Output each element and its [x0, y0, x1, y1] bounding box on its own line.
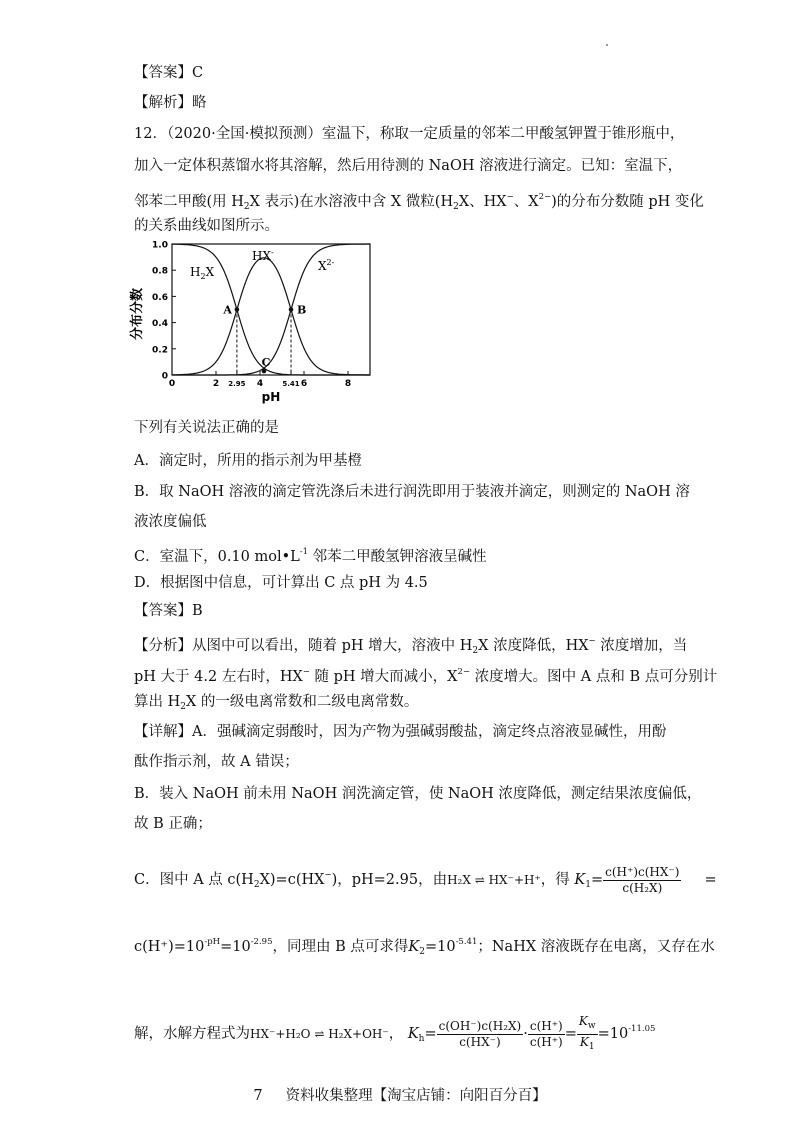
y-tick-label: 0.6	[152, 292, 168, 303]
xiangjie-b2: 故 B 正确；	[134, 816, 212, 832]
kh-fraction-1: $\frac{\text{c(OH⁻)c(H₂X)}}{c(HX^-)}$	[438, 1018, 522, 1049]
series-label: $H_2X$	[190, 265, 215, 281]
plot-frame	[172, 244, 370, 375]
q12-line4: 的关系曲线如图所示。	[134, 218, 279, 234]
xiangjie-a1: 【详解】A．强碱滴定弱酸时，因为产物为强碱弱酸盐，滴定终点溶液显碱性，用酚	[134, 724, 667, 740]
answer-prev: 【答案】C	[134, 65, 204, 81]
fenxi-line3: 算出 $H_2X$ 的一级电离常数和二级电离常数。	[134, 694, 419, 712]
xiangjie-c3: 解，水解方程式为HX⁻+H₂O ⇌ H₂X+OH⁻， $K_h=$ $\frac{\text{c(OH⁻)c(H₂X)}}{c(HX^-)}$ · $\frac{c(H^+)}{c(H^+)}$ = $\frac{K_w}{K_1}$ $=10^{-11.05}$	[134, 1012, 655, 1056]
x-tick-label: 4	[256, 379, 264, 389]
q12-line2: 加入一定体积蒸馏水将其溶解，然后用待测的 NaOH 溶液进行滴定。已知：室温下，	[134, 158, 683, 174]
q12-line1: 12．（2020·全国·模拟预测）室温下，称取一定质量的邻苯二甲酸氢钾置于锥形瓶中，	[134, 126, 685, 142]
q12-line3: 邻苯二甲酸(用 $H_2X$ 表示)在水溶液中含 X 微粒($H_2X$、HX−、$X^{2-}$)的分布分数随 pH 变化	[134, 192, 704, 212]
x-tick-label: 2	[212, 379, 220, 389]
page-footer	[0, 1084, 800, 1105]
x-axis-label: pH	[261, 390, 281, 404]
k1-fraction: $\frac{c(H^+)c(HX^-)}{\text{c(H₂X)}}$	[605, 864, 680, 895]
analysis-prev: 【解析】略	[134, 95, 207, 111]
point-label: C	[261, 356, 271, 370]
option-c: C．室温下，0.10 $mol•L^{-1}$ 邻苯二甲酸氢钾溶液呈碱性	[134, 547, 487, 565]
y-tick-label: 1.0	[152, 240, 168, 251]
distribution-chart	[128, 234, 378, 409]
x-tick-label: 5.41	[282, 380, 300, 388]
page-number: 7	[253, 1088, 263, 1104]
y-axis-label: 分布分数	[130, 287, 145, 341]
footer-text: 资料收集整理【淘宝店铺：向阳百分百】	[285, 1088, 547, 1104]
option-d: D．根据图中信息，可计算出 C 点 pH 为 4.5	[134, 575, 428, 591]
option-b-line1: B．取 NaOH 溶液的滴定管洗涤后未进行润洗即用于装液并滴定，则测定的 NaOH 溶	[134, 484, 690, 500]
xiangjie-c1: C．图中 A 点 $c(H_2X)=c(HX^-)$，pH=2.95，由H₂X ⇌ HX⁻+H⁺，得 $K_1=$ $\frac{c(H^+)c(HX^-)}{\text{c(H₂X)}}$ =	[134, 864, 717, 895]
x-tick-label: 0	[168, 379, 176, 389]
option-a: A．滴定时，所用的指示剂为甲基橙	[134, 453, 362, 469]
fenxi-line1: 【分析】从图中可以看出，随着 pH 增大，溶液中 $H_2X$ 浓度降低，HX− 浓度增加，当	[134, 636, 688, 656]
y-tick-label: 0.4	[152, 319, 168, 330]
y-tick-label: 0.2	[152, 345, 168, 356]
xiangjie-b1: B．装入 NaOH 前未用 NaOH 润洗滴定管，使 NaOH 浓度降低，测定结果浓度偏低，	[134, 786, 702, 802]
kh-fraction-2: $\frac{c(H^+)}{c(H^+)}$	[529, 1018, 563, 1049]
point-c	[262, 369, 267, 374]
point-a	[235, 307, 240, 312]
x-tick-label: 2.95	[228, 380, 246, 388]
y-tick-label: 0.8	[152, 266, 168, 277]
kh-fraction-3: $\frac{K_w}{K_1}$	[578, 1013, 596, 1052]
x-tick-label: 8	[344, 379, 352, 389]
curve-h2x	[172, 244, 370, 375]
curve-x2	[172, 244, 370, 375]
option-b-line2: 液浓度偏低	[134, 514, 207, 530]
series-label: HX-	[252, 248, 274, 263]
y-tick-label: 0	[161, 371, 168, 382]
xiangjie-c2: $c(H^+)=10^{-pH}=10^{-2.95}$，同理由 B 点可求得$K_2=10^{-5.41}$；NaHX 溶液既存在电离，又存在水	[134, 937, 715, 957]
answer: 【答案】B	[134, 603, 203, 619]
point-label: A	[223, 303, 232, 317]
point-label: B	[297, 303, 307, 317]
fenxi-line2: pH 大于 4.2 左右时，HX− 随 pH 增大而减小，$X^{2-}$ 浓度增大。图中 A 点和 B 点可分别计	[134, 667, 718, 685]
xiangjie-a2: 酞作指示剂，故 A 错误；	[134, 754, 299, 770]
point-b	[289, 307, 294, 312]
x-tick-label: 6	[300, 379, 308, 389]
question-stem: 下列有关说法正确的是	[134, 420, 279, 436]
series-label: $X^{2-}$	[318, 258, 335, 273]
corner-dot	[606, 44, 608, 46]
